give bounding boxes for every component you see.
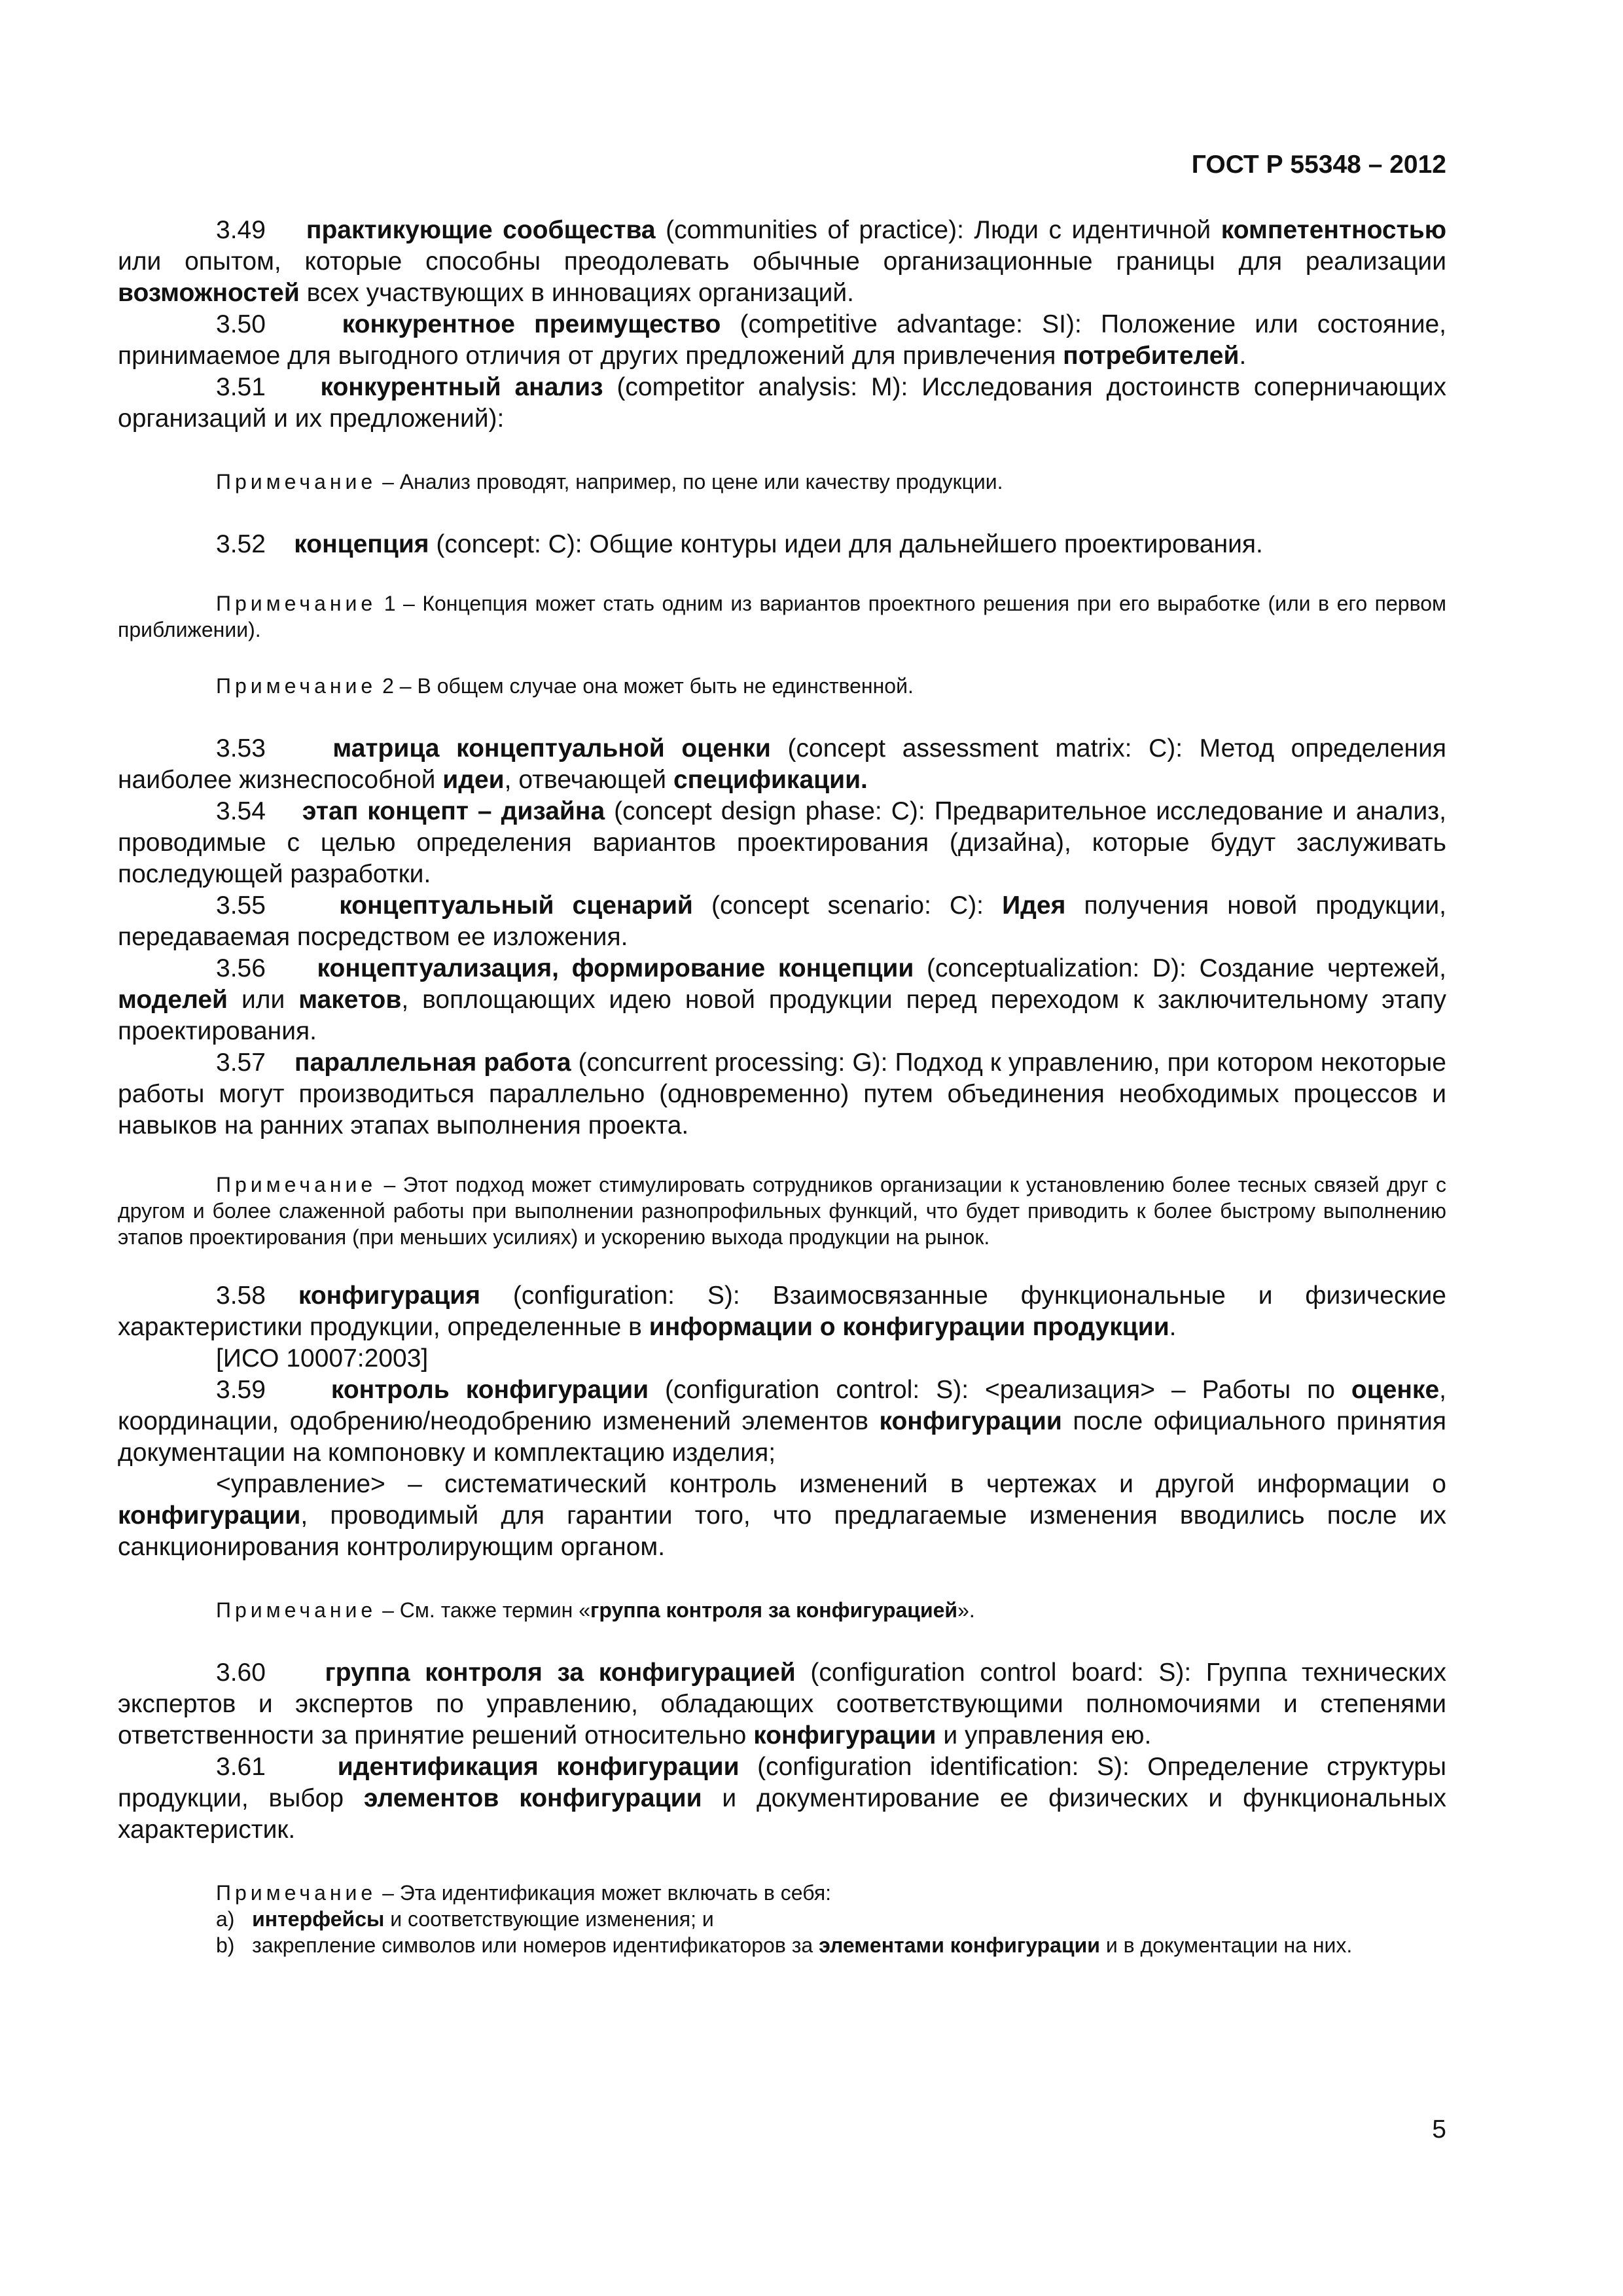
term-title: этап концепт – дизайна xyxy=(302,797,605,825)
term-text: (configuration control board: S): Группа технических экспертов и экспертов по управлению, обладающих соответствующими полномочиями и степенями ответственности за принятие решений относительно xyxy=(118,1659,1446,1749)
note-3-52-2 xyxy=(118,673,1446,699)
term-text: (concurrent processing: G): Подход к управлению, при котором некоторые работы могут производиться параллельно (одновременно) путем объединения необходимых процессов и навыков на ранних этапах выполнения проекта. xyxy=(118,1049,1446,1139)
term-title: концепция xyxy=(294,530,429,558)
note-3-57 xyxy=(118,1172,1446,1250)
term-3-61 xyxy=(118,1751,1446,1846)
term-text: , воплощающих идею новой продукции перед переходом к заключительному этапу проектирования. xyxy=(118,986,1447,1045)
note-label: Примечание xyxy=(216,470,377,493)
term-text: (conceptualization: D): Создание чертежей, xyxy=(914,954,1447,982)
document-body xyxy=(118,215,1446,1958)
term-3-53 xyxy=(118,733,1446,796)
term-3-55 xyxy=(118,890,1446,953)
term-text: (concept scenario: C): xyxy=(692,891,1003,920)
list-marker: b) xyxy=(216,1933,235,1957)
note-text: – Этот подход может стимулировать сотрудников организации к установлению более тесных связей друг с другом и более слаженной работы при выполнении разнопрофильных функций, что будет приводить к более быстрому выполнению этапов проектирования (при меньших усилиях) и ускорению выхода продукции на рынок. xyxy=(118,1173,1446,1249)
note-3-61 xyxy=(118,1880,1446,1906)
term-number: 3.54 xyxy=(216,797,266,825)
note-label: Примечание xyxy=(216,1173,377,1196)
term-link: потребителей xyxy=(1063,342,1240,370)
note-link: интерфейсы xyxy=(252,1907,385,1931)
term-title: идентификация конфигурации xyxy=(337,1753,740,1781)
note-text: – См. также термин « xyxy=(376,1598,590,1622)
term-title: конкурентный анализ xyxy=(320,373,603,401)
note-link: элементами конфигурации xyxy=(819,1933,1100,1957)
term-3-54 xyxy=(118,796,1446,890)
note-label: Примечание xyxy=(216,592,377,615)
document-header: ГОСТ Р 55348 – 2012 xyxy=(1191,151,1446,179)
term-text: . xyxy=(1169,1313,1177,1341)
term-link: конфигурации xyxy=(753,1721,936,1749)
term-number: 3.52 xyxy=(216,530,266,558)
term-text: (concept assessment matrix: C): Метод определения наиболее жизнеспособной xyxy=(118,734,1447,794)
term-number: 3.49 xyxy=(216,216,266,244)
note-label: Примечание xyxy=(216,674,377,698)
note-text: – Анализ проводят, например, по цене или качеству продукции. xyxy=(376,470,1003,493)
term-text: (configuration: S): Взаимосвязанные функциональные и физические характеристики продукции, определенные в xyxy=(118,1282,1447,1341)
term-text: получения новой продукции, передаваемая посредством ее изложения. xyxy=(118,891,1446,951)
term-3-57 xyxy=(118,1047,1446,1141)
term-text: , координации, одобрению/неодобрению изменений элементов xyxy=(118,1376,1446,1435)
term-title: практикующие сообщества xyxy=(306,216,656,244)
term-title: группа контроля за конфигурацией xyxy=(325,1659,796,1687)
term-3-60 xyxy=(118,1657,1446,1751)
note-text: 1 – Концепция может стать одним из вариантов проектного решения при его выработке (или в его первом приближении). xyxy=(118,592,1446,641)
term-3-50 xyxy=(118,309,1446,372)
term-title: концептуальный сценарий xyxy=(339,891,693,920)
term-link: конфигурации xyxy=(879,1407,1062,1435)
note-text: и в документации на них. xyxy=(1099,1933,1353,1957)
term-text: , отвечающей xyxy=(504,766,673,794)
note-3-52-1 xyxy=(118,590,1446,643)
term-3-52 xyxy=(118,529,1446,560)
term-text: (concept design phase: C): Предварительное исследование и анализ, проводимые с целью определения вариантов проектирования (дизайна), которые будут заслуживать последующей разработки. xyxy=(118,797,1446,888)
list-marker: а) xyxy=(216,1907,235,1931)
term-link: элементов конфигурации xyxy=(363,1784,702,1812)
term-title: конфигурация xyxy=(298,1282,480,1310)
note-text: и соответствующие изменения; и xyxy=(384,1907,714,1931)
term-3-58 xyxy=(118,1280,1446,1343)
term-3-49 xyxy=(118,215,1446,309)
term-title: концептуализация, формирование концепции xyxy=(317,954,914,982)
note-3-61-item-a xyxy=(118,1906,1446,1932)
term-3-59 xyxy=(118,1374,1446,1469)
term-link: оценке xyxy=(1351,1376,1440,1404)
note-text: 2 – В общем случае она может быть не единственной. xyxy=(376,674,914,698)
term-number: 3.61 xyxy=(216,1753,266,1781)
term-text: <управление> – систематический контроль изменений в чертежах и другой информации о xyxy=(216,1470,1446,1498)
term-text: или опытом, которые способны преодолевать обычные организационные границы для реализации xyxy=(118,247,1446,276)
term-text: (configuration identification: S): Определение структуры продукции, выбор xyxy=(118,1753,1446,1812)
note-3-61-item-b xyxy=(118,1932,1446,1958)
note-label: Примечание xyxy=(216,1881,377,1905)
note-3-51 xyxy=(118,469,1446,495)
term-3-56 xyxy=(118,953,1446,1047)
page-number: 5 xyxy=(1432,2115,1446,2144)
term-number: 3.51 xyxy=(216,373,266,401)
term-text: и управления ею. xyxy=(936,1721,1152,1749)
term-link: моделей xyxy=(118,986,228,1014)
term-link: компетентностью xyxy=(1221,216,1446,244)
note-text: закрепление символов или номеров идентификаторов за xyxy=(246,1933,819,1957)
term-text: , проводимый для гарантии того, что предлагаемые изменения вводились после их санкционирования контролирующим органом. xyxy=(118,1501,1446,1561)
term-text: и документирование ее физических и функциональных характеристик. xyxy=(118,1784,1446,1844)
term-text: (competitive advantage: SI): Положение или состояние, принимаемое для выгодного отличия от других предложений для привлечения xyxy=(118,310,1447,370)
note-label: Примечание xyxy=(216,1598,377,1622)
note-3-59 xyxy=(118,1597,1446,1623)
term-number: 3.59 xyxy=(216,1376,266,1404)
term-text: или xyxy=(228,986,299,1014)
term-number: 3.58 xyxy=(216,1282,266,1310)
term-text: (concept: C): Общие контуры идеи для дальнейшего проектирования. xyxy=(429,530,1263,558)
term-link: Идея xyxy=(1002,891,1066,920)
term-text: после официального принятия документации на компоновку и комплектацию изделия; xyxy=(118,1407,1446,1467)
term-link: макетов xyxy=(298,986,402,1014)
term-3-58-reference: [ИСО 10007:2003] xyxy=(216,1344,429,1372)
term-title: параллельная работа xyxy=(294,1049,571,1077)
term-title: конкурентное преимущество xyxy=(342,310,721,338)
term-title: матрица концептуальной оценки xyxy=(332,734,771,762)
term-text: (communities of practice): Люди с идентичной xyxy=(655,216,1221,244)
term-number: 3.50 xyxy=(216,310,266,338)
note-link: группа контроля за конфигурацией xyxy=(590,1598,958,1622)
note-text: ». xyxy=(957,1598,975,1622)
term-text: всех участвующих в инновациях организаций. xyxy=(299,279,855,307)
term-link: спецификации. xyxy=(673,766,868,794)
term-text: (competitor analysis: M): Исследования достоинств соперничающих организаций и их предложений): xyxy=(118,373,1447,433)
term-number: 3.53 xyxy=(216,734,266,762)
term-title: контроль конфигурации xyxy=(330,1376,649,1404)
note-text: – Эта идентификация может включать в себя: xyxy=(376,1881,832,1905)
term-number: 3.57 xyxy=(216,1049,266,1077)
term-link: возможностей xyxy=(118,279,300,307)
term-link: идеи xyxy=(442,766,505,794)
term-number: 3.55 xyxy=(216,891,266,920)
term-text: . xyxy=(1239,342,1247,370)
term-number: 3.60 xyxy=(216,1659,266,1687)
term-number: 3.56 xyxy=(216,954,266,982)
term-text: (configuration control: S): <реализация> – Работы по xyxy=(649,1376,1351,1404)
term-3-59-part-2 xyxy=(118,1469,1446,1563)
term-link: информации о конфигурации продукции xyxy=(649,1313,1169,1341)
term-3-51 xyxy=(118,372,1446,435)
term-link: конфигурации xyxy=(118,1501,301,1530)
